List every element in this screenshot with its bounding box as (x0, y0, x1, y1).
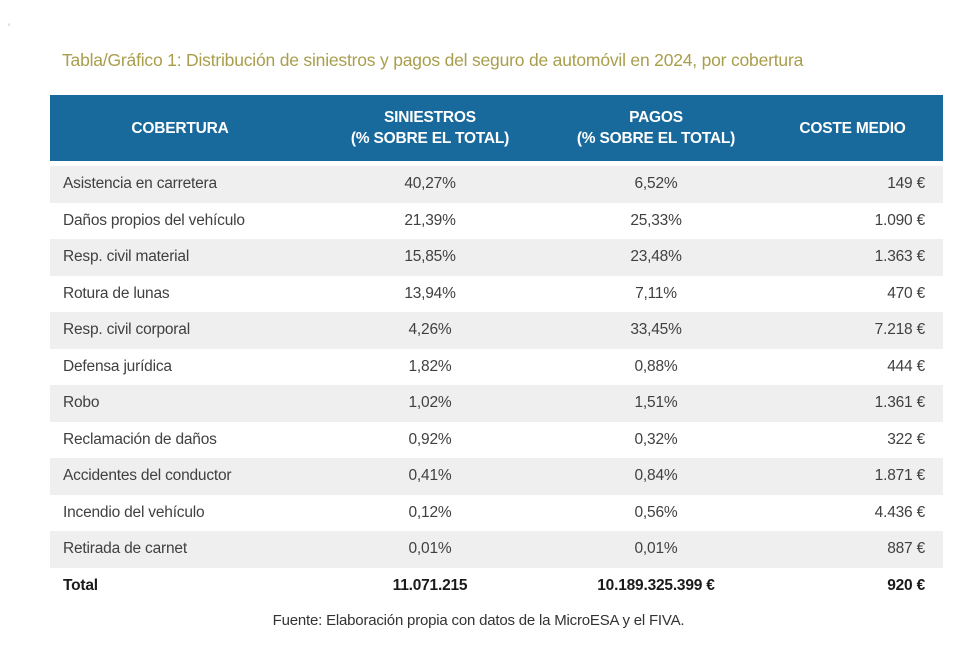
cell-siniestros: 1,02% (310, 385, 550, 422)
column-header-siniestros (310, 95, 550, 166)
cell-cobertura: Retirada de carnet (50, 531, 310, 568)
cell-cobertura: Resp. civil corporal (50, 312, 310, 349)
table-row (50, 166, 943, 203)
table-row (50, 312, 943, 349)
cell-cobertura: Resp. civil material (50, 239, 310, 276)
cell-coste-medio: 444 € (887, 357, 925, 375)
column-sublabel: (% SOBRE EL TOTAL) (350, 130, 510, 147)
cell-pagos: 0,01% (550, 531, 762, 568)
cell-cobertura: Robo (50, 385, 310, 422)
table-row (50, 495, 943, 532)
cell-pagos: 33,45% (550, 312, 762, 349)
cell-pagos: 7,11% (635, 284, 677, 302)
total-label: Total (50, 568, 310, 604)
cell-pagos: 0,56% (634, 503, 678, 521)
total-siniestros: 11.071.215 (310, 568, 550, 604)
cell-coste-medio: 4.436 € (874, 503, 925, 521)
column-label: SINIESTROS (384, 109, 476, 126)
column-header-pagos (550, 95, 762, 166)
cell-coste-medio: 1.090 € (874, 211, 925, 229)
cell-coste-medio: 887 € (762, 531, 943, 568)
table-row (50, 276, 943, 313)
column-header-cobertura (50, 95, 310, 166)
cell-cobertura: Daños propios del vehículo (63, 211, 245, 229)
cell-siniestros: 0,01% (310, 531, 550, 568)
cell-pagos: 0,84% (550, 458, 762, 495)
cell-coste-medio: 149 € (762, 166, 943, 203)
table-row (50, 203, 943, 240)
cell-coste-medio: 7.218 € (762, 312, 943, 349)
cell-siniestros: 4,26% (310, 312, 550, 349)
cell-siniestros: 21,39% (404, 211, 456, 229)
cell-pagos: 1,51% (550, 385, 762, 422)
table-row (50, 385, 943, 422)
cell-siniestros: 1,82% (408, 357, 452, 375)
cell-pagos: 23,48% (550, 239, 762, 276)
cell-cobertura: Asistencia en carretera (50, 166, 310, 203)
stray-mark: ' (8, 22, 11, 34)
cell-siniestros: 0,92% (408, 430, 452, 448)
column-sublabel: (% SOBRE EL TOTAL) (576, 130, 736, 147)
table-total-row (50, 568, 943, 604)
cell-cobertura: Rotura de lunas (63, 284, 170, 302)
cell-coste-medio: 470 € (887, 284, 925, 302)
table-row (50, 349, 943, 386)
cell-coste-medio: 322 € (887, 430, 925, 448)
column-label: COSTE MEDIO (799, 119, 906, 137)
table-row (50, 458, 943, 495)
cell-pagos: 6,52% (550, 166, 762, 203)
cell-siniestros: 0,41% (310, 458, 550, 495)
table-header (50, 95, 943, 166)
cell-pagos: 0,88% (634, 357, 678, 375)
table-row (50, 239, 943, 276)
cell-coste-medio: 1.363 € (762, 239, 943, 276)
table-row (50, 531, 943, 568)
page-title: Tabla/Gráfico 1: Distribución de siniestros y pagos del seguro de automóvil en 2024, por cobertura (62, 50, 804, 70)
total-coste-medio: 920 € (762, 568, 943, 604)
coverage-table (50, 95, 943, 604)
table-body (50, 166, 943, 604)
cell-siniestros: 15,85% (310, 239, 550, 276)
column-label: PAGOS (629, 109, 683, 126)
cell-coste-medio: 1.361 € (762, 385, 943, 422)
cell-cobertura: Incendio del vehículo (63, 503, 205, 521)
cell-cobertura: Reclamación de daños (63, 430, 217, 448)
cell-siniestros: 13,94% (404, 284, 456, 302)
source-note: Fuente: Elaboración propia con datos de la MicroESA y el FIVA. (272, 612, 685, 629)
cell-siniestros: 40,27% (310, 166, 550, 203)
cell-cobertura: Defensa jurídica (63, 357, 172, 375)
total-pagos: 10.189.325.399 € (550, 568, 762, 604)
cell-pagos: 25,33% (630, 211, 682, 229)
cell-siniestros: 0,12% (408, 503, 452, 521)
cell-pagos: 0,32% (634, 430, 678, 448)
table-row (50, 422, 943, 459)
column-label: COBERTURA (131, 119, 229, 137)
cell-cobertura: Accidentes del conductor (50, 458, 310, 495)
column-header-coste-medio (762, 95, 943, 166)
cell-coste-medio: 1.871 € (762, 458, 943, 495)
table-header-row (50, 95, 943, 166)
